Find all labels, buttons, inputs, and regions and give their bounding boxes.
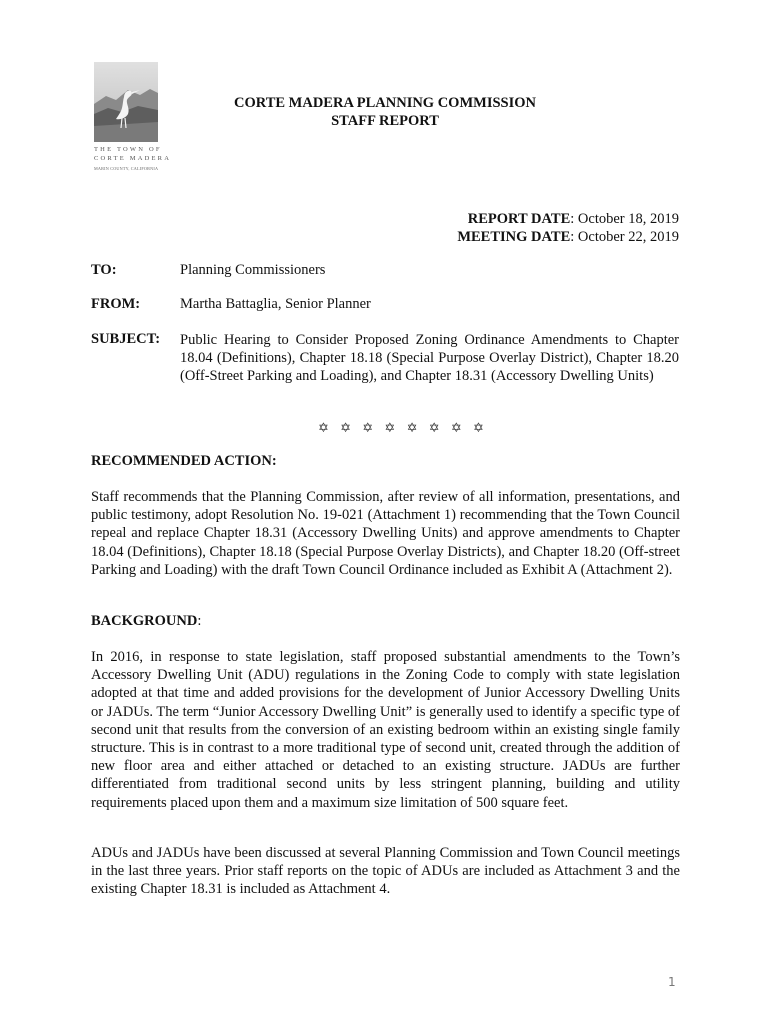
to-value: Planning Commissioners [180,262,326,278]
background-paragraph-1: In 2016, in response to state legislation, staff proposed substantial amendments to the Town’s Accessory Dwelling Unit (ADU) regulations in the Zoning Code to comply with state legislation adopted at that time and added provisions for the development of Junior Accessory Dwelling Units or JADUs. The term “Junior Accessory Dwelling Unit” is generally used to identify a specific type of second unit that results from the conversion of an existing bedroom within an existing single family structure. This is in contrast to a more traditional type of second unit, created through the addition of new floor area and either attached or detached to an existing structure. JADUs are further differentiated from traditional second units by less stringent planning, building and utility requirements placed upon them and a maximum size limitation of 500 square feet. [91,649,680,811]
from-label: FROM: [91,296,141,312]
logo-town-name [94,146,174,163]
title-line2: STAFF REPORT [331,113,439,129]
meeting-date-label: MEETING DATE [457,229,571,245]
subject-value: Public Hearing to Consider Proposed Zoning Ordinance Amendments to Chapter 18.04 (Definitions), Chapter 18.18 (Special Purpose Overlay District), Chapter 18.20 (Off-Street Parking and Loading), and Chapter 18.31 (Accessory Dwelling Units) [180,332,679,384]
page-number: 1 [668,975,676,989]
town-logo-heron-icon [94,62,158,142]
report-date-value: : October 18, 2019 [570,211,679,227]
logo-county: MARIN COUNTY, CALIFORNIA [94,166,159,171]
recommended-action-text: Staff recommends that the Planning Commission, after review of all information, presentations, and public testimony, adopt Resolution No. 19-021 (Attachment 1) recommending that the Town Council repeal and replace Chapter 18.31 (Accessory Dwelling Units) and approve amendments to Chapter 18.04 (Definitions), Chapter 18.18 (Special Purpose Overlay Districts), and Chapter 18.20 (Off-street Parking and Loading) with the draft Town Council Ordinance included as Exhibit A (Attachment 2). [91,489,680,578]
meeting-date-value: : October 22, 2019 [570,229,679,245]
logo-town-line1: THE TOWN OF [94,146,162,153]
logo-town-line2: CORTE MADERA [94,154,172,162]
background-heading-text: BACKGROUND [91,613,198,629]
to-label: TO: [91,262,117,278]
report-dates [457,210,679,246]
report-title [200,94,570,130]
section-divider: ✡ ✡ ✡ ✡ ✡ ✡ ✡ ✡ [318,420,488,435]
from-value: Martha Battaglia, Senior Planner [180,296,371,312]
recommended-action-heading: RECOMMENDED ACTION: [91,453,277,469]
background-paragraph-2: ADUs and JADUs have been discussed at several Planning Commission and Town Council meetings in the last three years. Prior staff reports on the topic of ADUs are included as Attachment 3 and the existing Chapter 18.31 is included as Attachment 4. [91,845,680,898]
title-line1: CORTE MADERA PLANNING COMMISSION [234,95,536,111]
subject-label: SUBJECT: [91,331,161,347]
background-heading [91,613,201,630]
background-heading-colon: : [197,613,202,629]
meeting-date-line [457,228,679,246]
report-date-label: REPORT DATE [467,211,571,227]
report-date-line [457,210,679,228]
